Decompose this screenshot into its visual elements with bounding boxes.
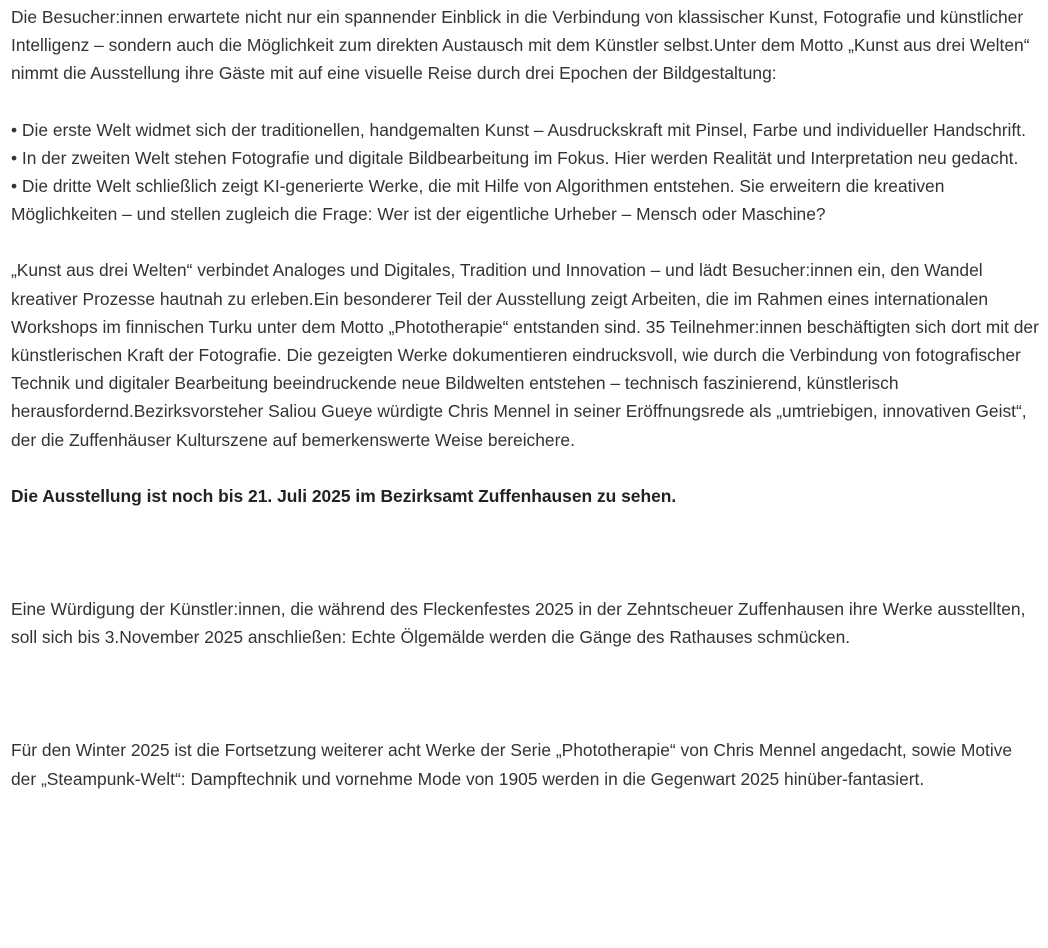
- spacer: [11, 454, 1041, 482]
- exhibition-date-highlight: Die Ausstellung ist noch bis 21. Juli 2025 im Bezirksamt Zuffenhausen zu sehen.: [11, 485, 677, 506]
- tribute-paragraph: Eine Würdigung der Künstler:innen, die während des Fleckenfestes 2025 in der Zehntscheuer Zuffenhausen ihre Werke ausstellten, soll sich bis 3.November 2025 anschließen: Echte Ölgemälde werden die Gänge des Rathauses schmücken.: [11, 599, 1026, 648]
- intro-paragraph: Die Besucher:innen erwartete nicht nur ein spannender Einblick in die Verbindung von klassischer Kunst, Fotografie und künstlicher Intelligenz – sondern auch die Möglichkeit zum direkten Austausch mit dem Künstler selbst.Unter dem Motto „Kunst aus drei Welten“ nimmt die Ausstellung ihre Gäste mit auf eine visuelle Reise durch drei Epochen der Bildgestaltung:: [11, 7, 1030, 84]
- bullet-third-world: • Die dritte Welt schließlich zeigt KI-generierte Werke, die mit Hilfe von Algorithmen entstehen. Sie erweitern die kreativen Möglichkeiten – und stellen zugleich die Frage: Wer ist der eigentliche Urheber – Mensch oder Maschine?: [11, 176, 945, 225]
- spacer: [11, 510, 1041, 595]
- bullet-first-world: • Die erste Welt widmet sich der traditionellen, handgemalten Kunst – Ausdruckskraft mit Pinsel, Farbe und individueller Handschrift.: [11, 119, 1026, 140]
- spacer: [11, 88, 1041, 116]
- spacer: [11, 228, 1041, 256]
- bullet-second-world: • In der zweiten Welt stehen Fotografie und digitale Bildbearbeitung im Fokus. Hier werden Realität und Interpretation neu gedacht.: [11, 147, 1019, 168]
- winter-paragraph: Für den Winter 2025 ist die Fortsetzung weiterer acht Werke der Serie „Phototherapie“ von Chris Mennel angedacht, sowie Motive der „Steampunk-Welt“: Dampftechnik und vornehme Mode von 1905 werden in die Gegenwart 2025 hinüber-fantasiert.: [11, 740, 1013, 789]
- article-body: [11, 3, 1041, 793]
- spacer: [11, 651, 1041, 736]
- body-paragraph: „Kunst aus drei Welten“ verbindet Analoges und Digitales, Tradition und Innovation – und lädt Besucher:innen ein, den Wandel kreativer Prozesse hautnah zu erleben.Ein besonderer Teil der Ausstellung zeigt Arbeiten, die im Rahmen eines internationalen Workshops im finnischen Turku unter dem Motto „Phototherapie“ entstanden sind. 35 Teilnehmer:innen beschäftigten sich dort mit der künstlerischen Kraft der Fotografie. Die gezeigten Werke dokumentieren eindrucksvoll, wie durch die Verbindung von fotografischer Technik und digitaler Bearbeitung beeindruckende neue Bildwelten entstehen – technisch faszinierend, künstlerisch herausfordernd.Bezirksvorsteher Saliou Gueye würdigte Chris Mennel in seiner Eröffnungsrede als „umtriebigen, innovativen Geist“, der die Zuffenhäuser Kulturszene auf bemerkenswerte Weise bereichere.: [11, 260, 1039, 450]
